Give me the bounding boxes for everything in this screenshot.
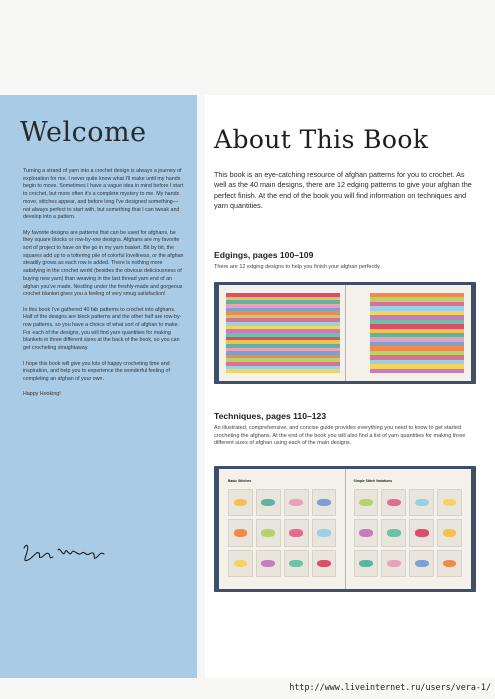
stitch-illustration [234,499,248,507]
stitch-illustration [359,499,373,507]
stitch-illustration [317,529,331,537]
techniques-text: An illustrated, comprehensive, and concise guide provides everything you need to know to get started crocheting the afghans. At the end of the book you will also find a list of yarn quantities for making three different sizes of afghan using each of the main designs. [214,425,466,447]
edgings-book-pages [219,285,471,381]
stitch-diagram [437,519,462,546]
stitch-diagram [312,519,337,546]
stitch-illustration [443,499,457,507]
book-spine [345,285,346,381]
welcome-paragraph: My favorite designs are patterns that can be used for afghans, be they square blocks or row-by-row designs. Afghans are my favorite sort of project to have on the go in my yarn basket. Bit by bit, the squares add up to a tottering pile of colorful loveliness, or the afghan steadily grows as each row is added. There is nothing more satisfying in the crochet world (besides the obvious deliciousness of buying new yarn) than weaving in the last thread yarn end of an afghan you've made. Nestling under the freshly-made and gorgeous crochet blanket gives you a feeling of very smug satisfaction! [23,229,184,298]
source-url: http://www.liveinternet.ru/users/vera-1/ [289,682,491,692]
stitch-diagram [381,489,406,516]
stitch-diagram [409,550,434,577]
welcome-body [23,168,185,407]
stitch-diagram [437,489,462,516]
stitch-diagram [228,519,253,546]
stitch-illustration [261,499,275,507]
stitch-diagram [312,550,337,577]
stitch-diagram [284,550,309,577]
stitch-diagram [256,519,281,546]
crochet-stripe [370,369,464,374]
crochet-stripe [226,369,340,373]
stitch-diagram [354,489,379,516]
edgings-heading: Edgings, pages 100–109 [214,250,314,260]
stitch-illustration [261,529,275,537]
welcome-paragraph: I hope this book will give you lots of happy crocheting time and inspiration, and help you to experience the wonderful feeling of completing an afghan of your own. [23,360,170,382]
stitch-diagram-grid [354,489,462,577]
about-intro: This book is an eye-catching resource of afghan patterns for you to crochet. As well as the 40 main designs, there are 12 edging patterns to give your afghan the perfect finish. At the end of the book you will find information on techniques and yarn quantities. [214,170,472,211]
techniques-heading: Techniques, pages 110–123 [214,411,327,421]
techniques-page-right-title: Simple Stitch Variations [353,479,393,483]
welcome-paragraph: In this book I've gathered 40 fab patterns to crochet into afghans. Half of the designs are block patterns and the other half are row-by-row patterns, so you have a choice of what sort of afghan to make. For each of the designs, you will find yarn quantities for making blankets in three different sizes at the back of the book, so you can get crocheting straightaway. [23,306,182,352]
stitch-illustration [289,560,303,568]
edgings-text: There are 12 edging designs to help you finish your afghan perfectly. [214,264,381,270]
stitch-diagram [354,519,379,546]
stitch-illustration [289,499,303,507]
edging-swatch-left [226,293,340,373]
stitch-illustration [359,529,373,537]
techniques-page-left [222,475,342,583]
techniques-page-right [348,475,468,583]
techniques-book-image [214,466,476,592]
stitch-illustration [317,499,331,507]
stitch-illustration [359,560,373,568]
stitch-illustration [415,560,429,568]
signature-image [20,540,120,566]
stitch-diagram [228,489,253,516]
stitch-diagram [381,550,406,577]
stitch-diagram [256,550,281,577]
stitch-illustration [443,560,457,568]
stitch-illustration [415,529,429,537]
techniques-book-pages [219,469,471,589]
stitch-diagram [409,489,434,516]
stitch-diagram [312,489,337,516]
book-spine [345,469,346,589]
stitch-diagram [284,519,309,546]
welcome-title: Welcome [20,117,147,148]
stitch-diagram [437,550,462,577]
edgings-book-image [214,282,476,384]
techniques-page-left-title: Basic Stitches [228,479,252,483]
stitch-diagram [228,550,253,577]
stitch-illustration [261,560,275,568]
stitch-illustration [234,560,248,568]
stitch-illustration [387,560,401,568]
stitch-diagram [256,489,281,516]
edging-swatch-right [370,293,464,373]
stitch-diagram [409,519,434,546]
stitch-diagram [354,550,379,577]
stitch-illustration [443,529,457,537]
about-title: About This Book [214,125,429,154]
stitch-diagram [381,519,406,546]
stitch-diagram [284,489,309,516]
stitch-illustration [317,560,331,568]
welcome-paragraph: Turning a strand of yarn into a crochet design is always a journey of exploration for me. I never quite know what I'll make until my hands begin to move. Sometimes I have a vague idea in mind before I start to crochet, but more often it's a complete mystery to me. My hands move, stitches appear, and before long I've designed something—not always perfect to start with, but something that I can tweak and develop into a pattern. [23,168,184,221]
stitch-illustration [415,499,429,507]
stitch-illustration [387,529,401,537]
stitch-illustration [387,499,401,507]
welcome-signoff: Happy Hooking! [23,391,61,398]
stitch-illustration [234,529,248,537]
stitch-diagram-grid [228,489,336,577]
stitch-illustration [289,529,303,537]
